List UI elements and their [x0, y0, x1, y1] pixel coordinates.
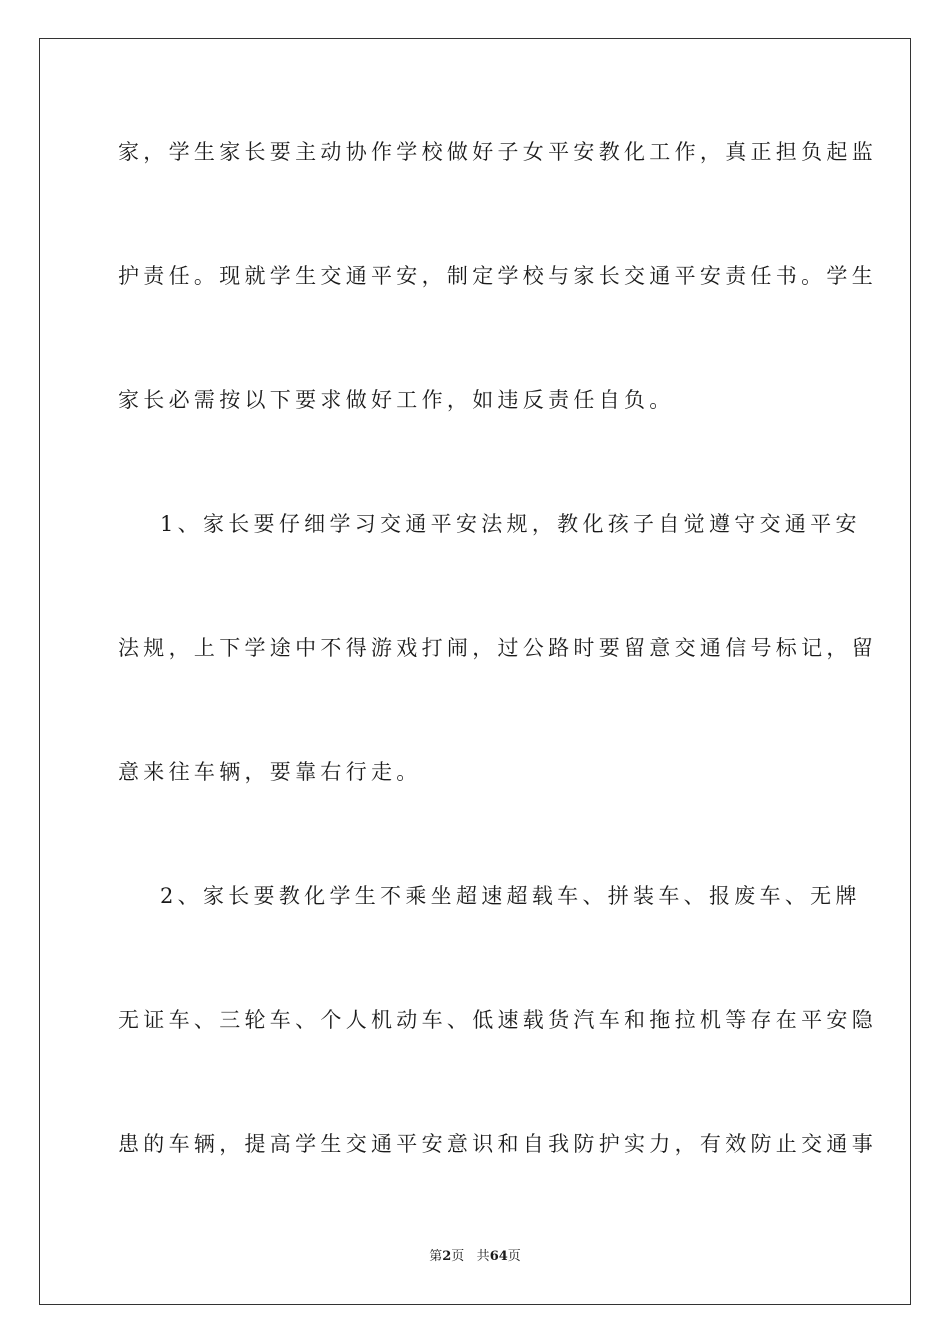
body-text-line: 患的车辆，提高学生交通平安意识和自我防护实力，有效防止交通事	[118, 1132, 877, 1156]
page-total: 64	[489, 1249, 508, 1264]
body-text-line: 法规，上下学途中不得游戏打闹，过公路时要留意交通信号标记，留	[118, 636, 877, 660]
body-text-line: 意来往车辆，要靠右行走。	[118, 760, 422, 784]
page-footer	[0, 1248, 950, 1266]
body-text-line: 家，学生家长要主动协作学校做好子女平安教化工作，真正担负起监	[118, 140, 877, 164]
paragraph-first-line: 2、家长要教化学生不乘坐超速超载车、拼装车、报废车、无牌	[160, 884, 861, 908]
body-text-line: 无证车、三轮车、个人机动车、低速载货汽车和拖拉机等存在平安隐	[118, 1008, 877, 1032]
total-prefix: 共	[476, 1249, 490, 1264]
paragraph-first-line: 1、家长要仔细学习交通平安法规，教化孩子自觉遵守交通平安	[160, 512, 861, 536]
page-current: 2	[442, 1249, 452, 1264]
page-frame	[39, 38, 911, 1305]
body-text-line: 护责任。现就学生交通平安，制定学校与家长交通平安责任书。学生	[118, 264, 877, 288]
body-text-line: 家长必需按以下要求做好工作，如违反责任自负。	[118, 388, 675, 412]
page-prefix: 第	[429, 1249, 443, 1264]
total-suffix: 页	[507, 1249, 521, 1264]
page-suffix: 页	[451, 1249, 465, 1264]
